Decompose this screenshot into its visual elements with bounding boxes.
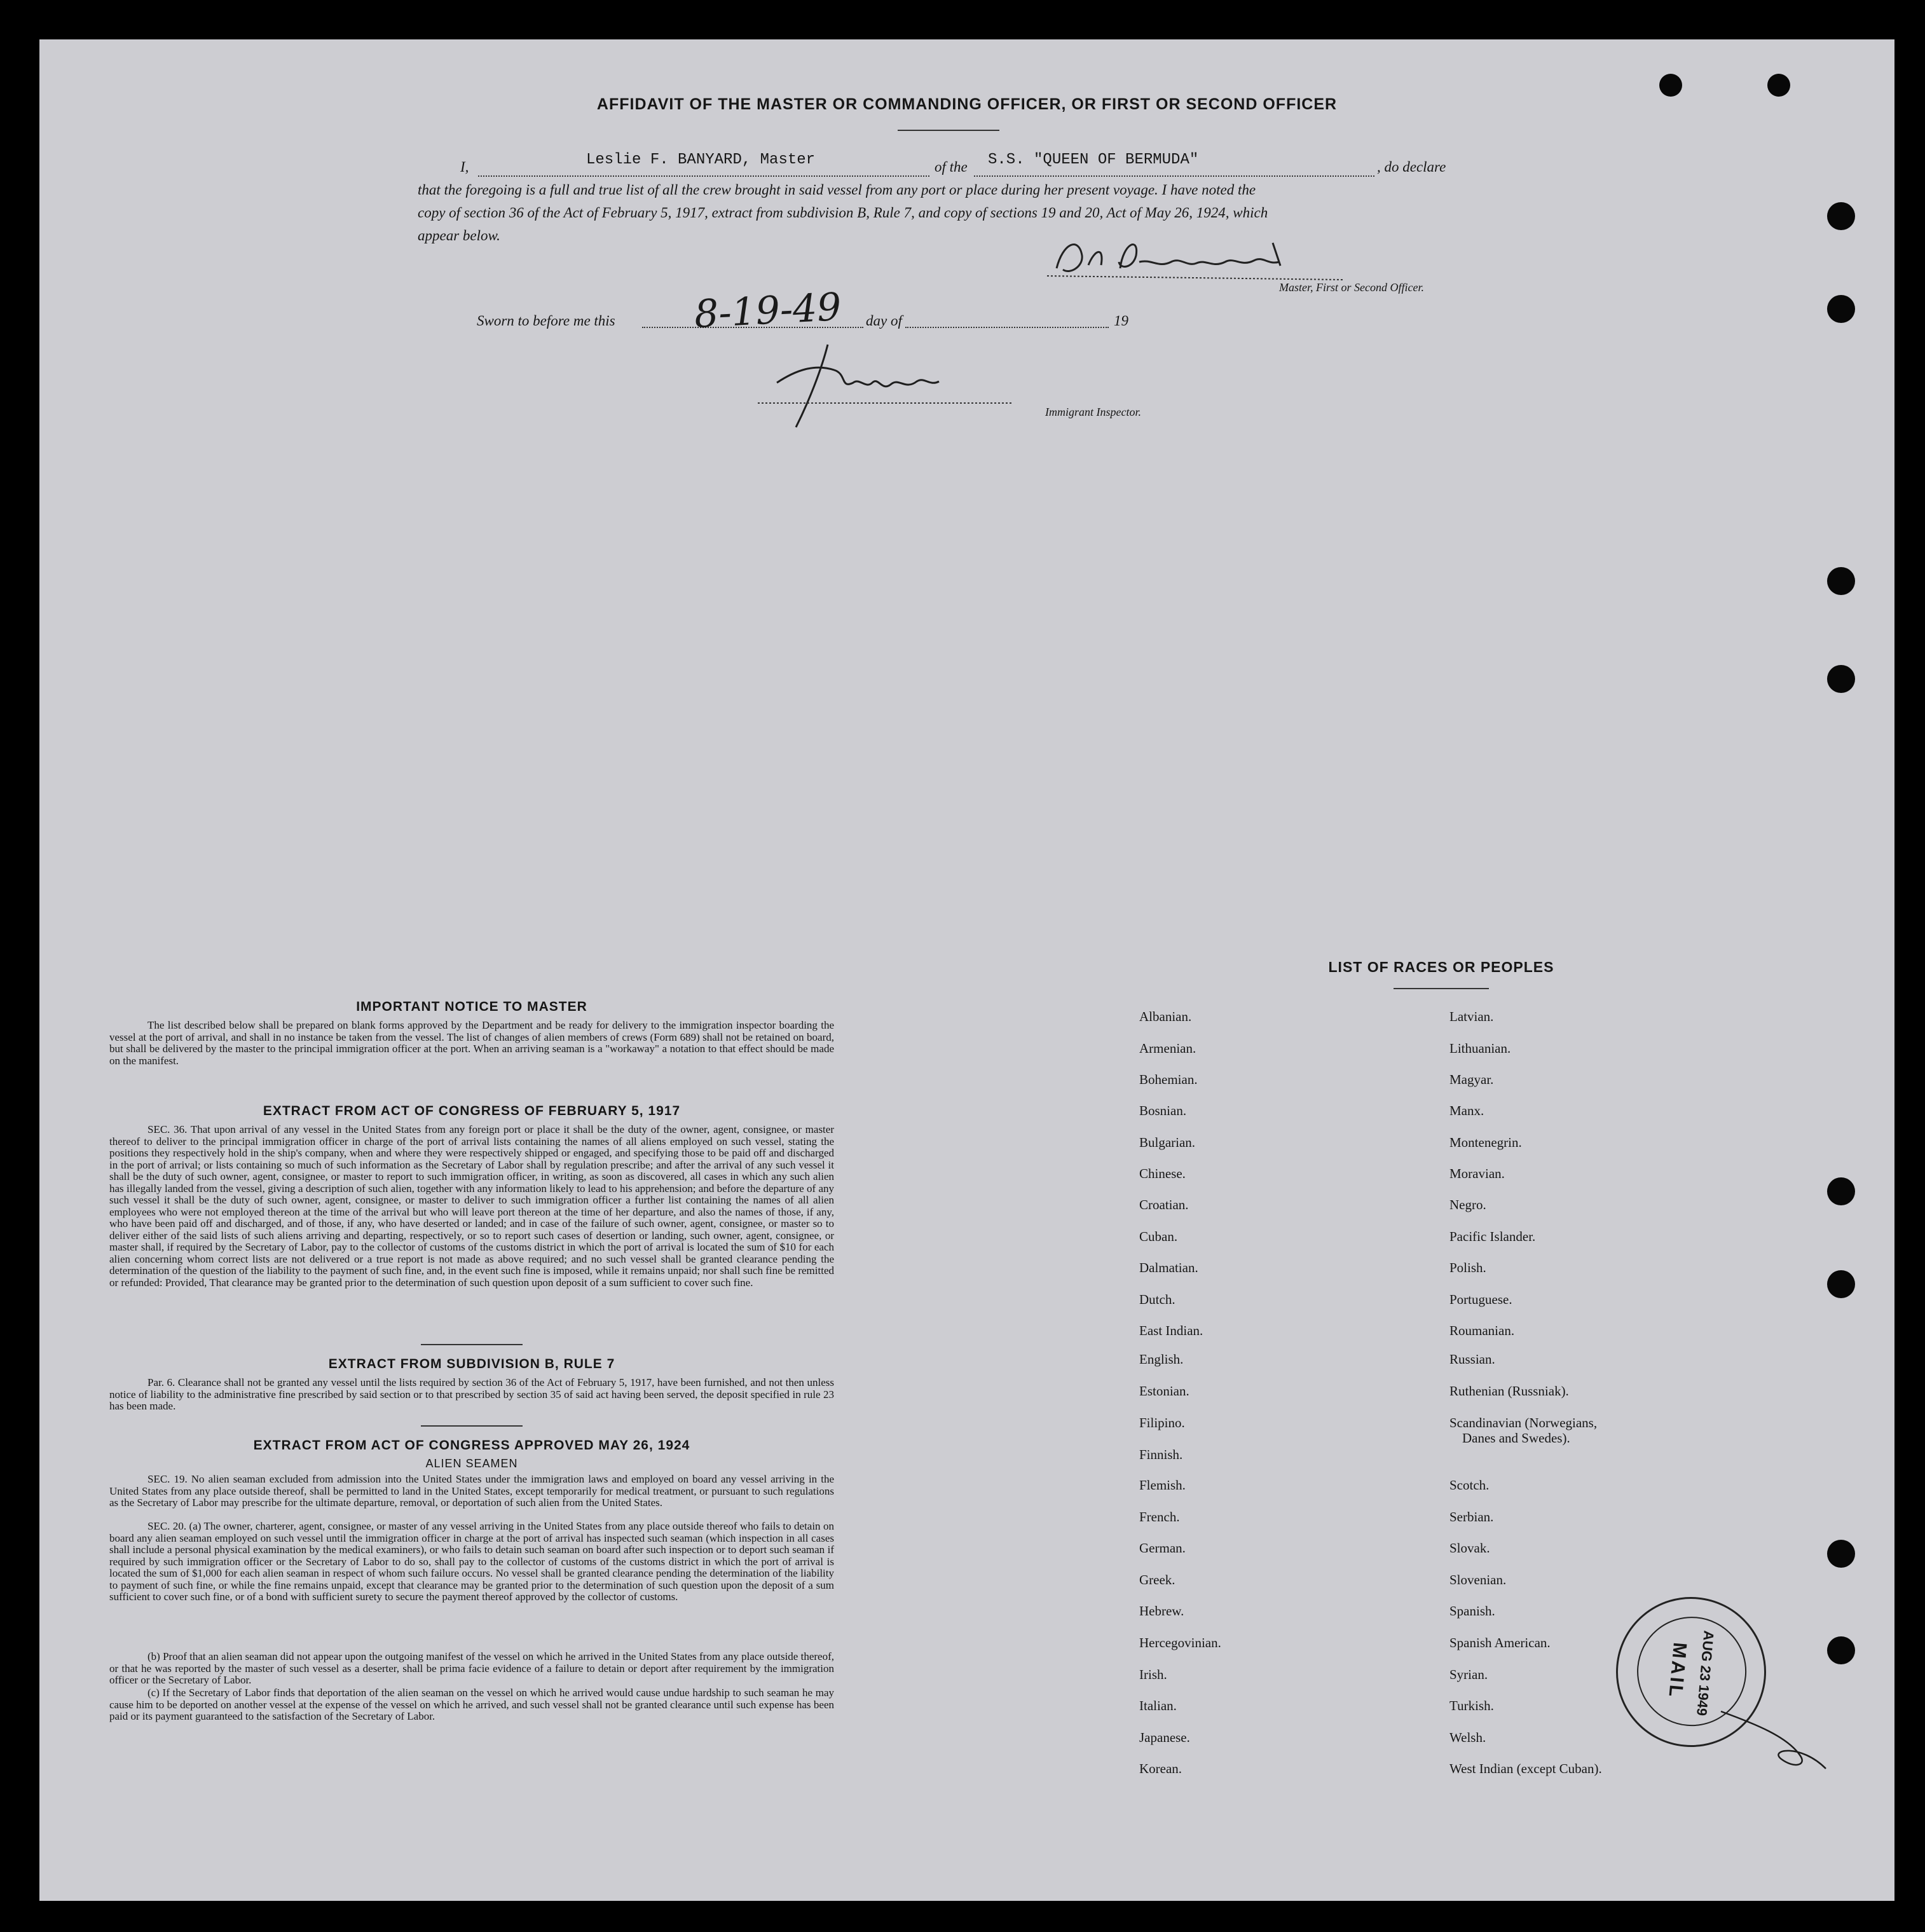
race-item: Slovak. — [1449, 1540, 1490, 1556]
master-name: Leslie F. BANYARD, Master — [586, 151, 816, 168]
affidavit-title: AFFIDAVIT OF THE MASTER OR COMMANDING OFFICER, OR FIRST OR SECOND OFFICER — [596, 95, 1338, 113]
sec20a-text: SEC. 20. (a) The owner, charterer, agent, consignee, or master of any vessel arriving in the United States from any place outside thereof who fails to detain on board any alien seaman employed on such vessel until the immigration officer in charge at the port of arrival has inspected such seaman (which inspection in all cases shall include a personal physical examination by the medical examiners), or who fails to detain such seaman on board after such inspection or to deport such seaman if required by such immigration officer or the Secretary of Labor to do so, shall pay to the collector of customs of the customs district in which the port of arrival is located the sum of $1,000 for each alien seaman in respect of whom such failure occurs. No vessel shall be granted clearance pending the determination of the liability to payment of such fine, or while the fine remains unpaid, except that clearance may be granted prior to the determination of such question upon the deposit of a sum sufficient to cover such fine, or of a bond with sufficient surety to secure the payment thereof approved by the collector of customs. — [109, 1520, 834, 1603]
punch-hole — [1827, 567, 1855, 595]
race-item: Japanese. — [1139, 1730, 1190, 1745]
section-rule — [421, 1344, 523, 1345]
race-item: Turkish. — [1449, 1698, 1494, 1713]
title-rule — [898, 130, 999, 131]
stamp-date-text: AUG 23 1949 — [1694, 1629, 1717, 1717]
inspector-label: Immigrant Inspector. — [1045, 406, 1141, 418]
race-item: Ruthenian (Russniak). — [1449, 1383, 1569, 1399]
race-item: Dalmatian. — [1139, 1260, 1198, 1275]
race-item: Dutch. — [1139, 1292, 1175, 1307]
race-item: Polish. — [1449, 1260, 1486, 1275]
races-rule — [1394, 988, 1489, 989]
race-item: Italian. — [1139, 1698, 1177, 1713]
rule7-heading: EXTRACT FROM SUBDIVISION B, RULE 7 — [328, 1357, 615, 1371]
race-item: Manx. — [1449, 1103, 1484, 1118]
race-item: East Indian. — [1139, 1323, 1203, 1338]
of-the-label: of the — [935, 159, 968, 175]
race-item: Negro. — [1449, 1197, 1486, 1212]
notice-heading: IMPORTANT NOTICE TO MASTER — [356, 999, 587, 1014]
race-item: Chinese. — [1139, 1166, 1186, 1181]
year-prefix: 19 — [1114, 313, 1128, 329]
race-item: Scotch. — [1449, 1477, 1490, 1493]
races-heading: LIST OF RACES OR PEOPLES — [1328, 959, 1554, 975]
race-item: Spanish. — [1449, 1603, 1495, 1619]
race-item: Korean. — [1139, 1761, 1182, 1776]
race-item: Bohemian. — [1139, 1072, 1198, 1087]
race-item: Lithuanian. — [1449, 1041, 1511, 1056]
inspector-signature — [758, 332, 1012, 434]
punch-hole — [1827, 665, 1855, 693]
race-item: Pacific Islander. — [1449, 1229, 1536, 1244]
race-item: Magyar. — [1449, 1072, 1494, 1087]
race-item: Irish. — [1139, 1667, 1167, 1682]
i-label: I, — [460, 159, 469, 175]
race-item: Slovenian. — [1449, 1572, 1507, 1587]
race-item: French. — [1139, 1509, 1180, 1524]
race-item: Serbian. — [1449, 1509, 1494, 1524]
punch-hole — [1827, 1636, 1855, 1664]
race-item: Welsh. — [1449, 1730, 1486, 1745]
day-of-label: day of — [866, 313, 902, 329]
race-item: Finnish. — [1139, 1447, 1183, 1462]
stamp-pen-mark — [1718, 1705, 1832, 1775]
race-item: English. — [1139, 1352, 1184, 1367]
vessel-line — [974, 175, 1374, 177]
punch-hole — [1827, 1177, 1855, 1205]
sec20b-text: (b) Proof that an alien seaman did not appear upon the outgoing manifest of the vessel on which he arrived in the United States from any place outside thereof, or that he was reported by the master of such vessel as a deserter, shall be prima facie evidence of a failure to detain or deport after requirement by the immigration officer or the Secretary of Labor. — [109, 1650, 834, 1686]
race-item: Russian. — [1449, 1352, 1495, 1367]
race-item: Montenegrin. — [1449, 1135, 1522, 1150]
punch-hole — [1827, 1270, 1855, 1298]
race-item: Estonian. — [1139, 1383, 1189, 1399]
race-item: Albanian. — [1139, 1009, 1192, 1024]
rule7-text: Par. 6. Clearance shall not be granted any vessel until the lists required by section 36 of the Act of February 5, 1917, have been furnished, and not then unless notice of liability to the administrative fine prescribed by said section or to that prescribed by section 35 of said act having been served, the deposit specified in rule 23 has been made. — [109, 1376, 834, 1412]
affidavit-body-line-2: copy of section 36 of the Act of February 5, 1917, extract from subdivision B, Rule 7, and copy of sections 19 and 20, Act of May 26, 1924, which — [418, 205, 1268, 221]
race-item: Scandinavian (Norwegians, — [1449, 1415, 1598, 1430]
document-page — [39, 39, 1894, 1901]
race-item: West Indian (except Cuban). — [1449, 1761, 1602, 1776]
extract-1924-heading: EXTRACT FROM ACT OF CONGRESS APPROVED MAY 26, 1924 — [253, 1438, 690, 1453]
race-item: Hebrew. — [1139, 1603, 1184, 1619]
race-item: Danes and Swedes). — [1462, 1430, 1570, 1446]
punch-hole — [1827, 295, 1855, 323]
race-item: German. — [1139, 1540, 1186, 1556]
do-declare-label: , do declare — [1377, 159, 1446, 175]
punch-hole — [1659, 74, 1682, 97]
punch-hole — [1827, 202, 1855, 230]
race-item: Armenian. — [1139, 1041, 1196, 1056]
race-item: Hercegovinian. — [1139, 1635, 1221, 1650]
name-line — [478, 175, 929, 177]
alien-seamen-subheading: ALIEN SEAMEN — [425, 1457, 518, 1470]
vessel-name: S.S. "QUEEN OF BERMUDA" — [988, 151, 1199, 168]
race-item: Bosnian. — [1139, 1103, 1187, 1118]
notice-text: The list described below shall be prepared on blank forms approved by the Department and be ready for delivery to the immigration inspector boarding the vessel at the port of arrival, and shall in no instance be taken from the vessel. The list of changes of alien members of crews (Form 689) shall not be retained on board, but shall be delivered by the master to the principal immigration officer at the port. When an arriving seaman is a "workaway" a notation to that effect should be made on the manifest. — [109, 1019, 834, 1067]
race-item: Portuguese. — [1449, 1292, 1512, 1307]
punch-hole — [1767, 74, 1790, 97]
race-item: Flemish. — [1139, 1477, 1186, 1493]
extract-1917-heading: EXTRACT FROM ACT OF CONGRESS OF FEBRUARY 5, 1917 — [263, 1104, 681, 1118]
punch-hole — [1827, 1540, 1855, 1568]
affidavit-body-line-3: appear below. — [418, 228, 500, 243]
sec19-text: SEC. 19. No alien seaman excluded from admission into the United States under the immigration laws and employed on board any vessel arriving in the United States from any place outside thereof, shall be permitted to land in the United States, except temporarily for medical treatment, or pursuant to such regulations as the Secretary of Labor may prescribe for the ultimate departure, removal, or deportation of such alien from the United States. — [109, 1473, 834, 1509]
race-item: Filipino. — [1139, 1415, 1185, 1430]
master-signature — [1044, 230, 1343, 287]
extract-1917-text: SEC. 36. That upon arrival of any vessel in the United States from any foreign port or place it shall be the duty of the owner, agent, consignee, or master thereof to deliver to the principal immigration officer in charge of the port of arrival lists containing the names of all aliens employed on such vessel, stating the positions they respectively hold in the ship's company, when and where they were respectively shipped or engaged, and specifying those to be paid off and discharged in the port of arrival; or lists containing so much of such information as the Secretary of Labor shall by regulation prescribe; and after the arrival of any such vessel it shall be the duty of such owner, agent, consignee, or master to report to such immigration officer, in writing, as soon as discovered, all cases in which any such alien has illegally landed from the vessel, giving a description of such alien, together with any information likely to lead to his apprehension; and before the departure of any such vessel it shall be the duty of such owner, agent, consignee, or master to deliver to such immigration officer a further list containing the names of all alien employees who were not employed thereon at the time of the arrival but who will leave port thereon at the time of her departure, and also the names of those, if any, who have been paid off and discharged, and of those, if any, who have deserted or landed; and in case of the failure of such owner, agent, consignee, or master so to deliver either of the said lists of such aliens arriving and departing, respectively, or so to report such cases of desertion or landing, such owner, agent, consignee, or master shall, if required by the Secretary of Labor, pay to the collector of customs of the customs district in which the port of arrival is located the sum of $10 for each alien concerning whom correct lists are not delivered or a true report is not made as above required; and no such vessel shall be granted clearance pending the determination of the question of the liability to the payment of such fine, and, in the event such fine is imposed, while it remains unpaid; nor shall such fine be remitted or refunded: Provided, That clearance may be granted prior to the determination of such question upon deposit of a sum sufficient to cover such fine. — [109, 1123, 834, 1289]
affidavit-body-line-1: that the foregoing is a full and true list of all the crew brought in said vessel from any port or place during her present voyage. I have noted the — [418, 182, 1256, 198]
race-item: Latvian. — [1449, 1009, 1494, 1024]
race-item: Syrian. — [1449, 1667, 1488, 1682]
race-item: Moravian. — [1449, 1166, 1505, 1181]
sworn-date-handwritten: 8-19-49 — [693, 284, 843, 338]
month-line — [905, 327, 1109, 328]
section-rule — [421, 1425, 523, 1427]
sworn-label: Sworn to before me this — [477, 313, 615, 329]
race-item: Greek. — [1139, 1572, 1175, 1587]
race-item: Cuban. — [1139, 1229, 1178, 1244]
stamp-mail-text: MAIL — [1664, 1641, 1690, 1701]
race-item: Croatian. — [1139, 1197, 1189, 1212]
race-item: Spanish American. — [1449, 1635, 1551, 1650]
sec20c-text: (c) If the Secretary of Labor finds that deportation of the alien seaman on the vessel on which he arrived would cause undue hardship to such seaman he may cause him to be deported on another vessel at the expense of the vessel on which he arrived, and such vessel shall not be granted clearance until such expense has been paid or its payment guaranteed to the satisfaction of the Secretary of Labor. — [109, 1687, 834, 1722]
race-item: Bulgarian. — [1139, 1135, 1196, 1150]
signature-role-label: Master, First or Second Officer. — [1279, 281, 1424, 294]
race-item: Roumanian. — [1449, 1323, 1515, 1338]
